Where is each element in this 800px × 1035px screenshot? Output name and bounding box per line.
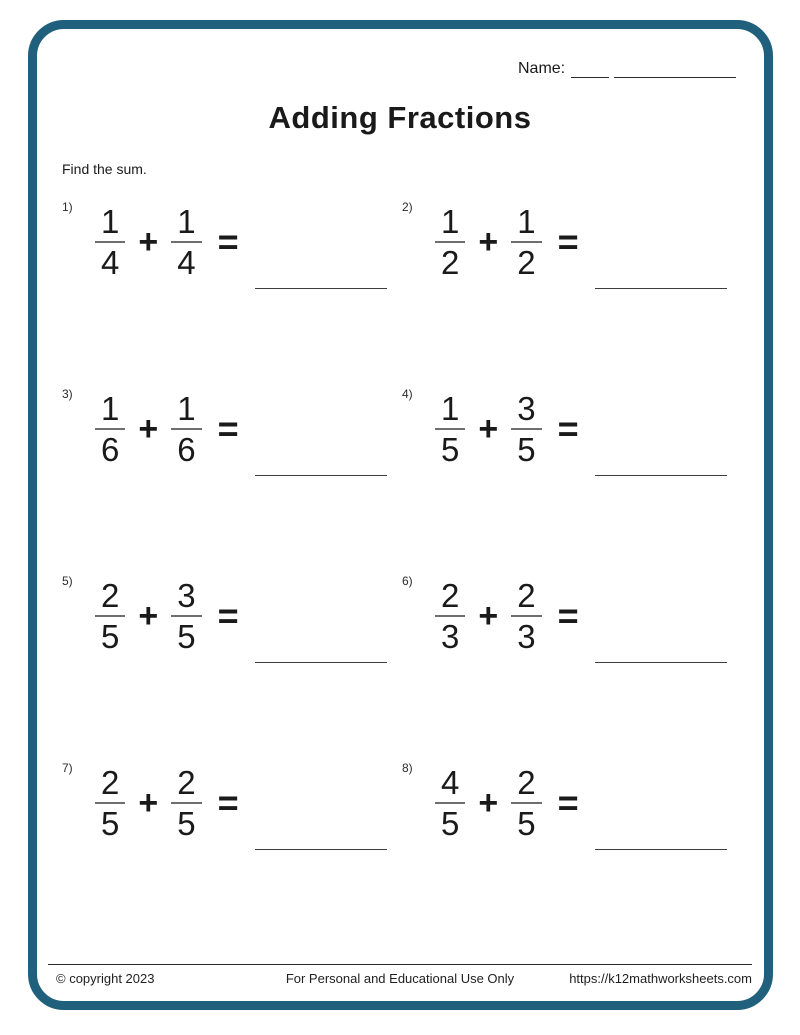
equation — [95, 205, 239, 279]
usage-text: For Personal and Educational Use Only — [285, 971, 515, 986]
numerator: 1 — [435, 392, 465, 430]
footer-divider — [48, 964, 752, 965]
problem-6 — [402, 574, 742, 761]
fraction-1 — [435, 766, 465, 840]
answer-blank — [255, 662, 387, 663]
name-label: Name: — [518, 60, 566, 77]
equals-sign: = — [217, 782, 239, 823]
numerator: 2 — [435, 579, 465, 617]
equation — [435, 579, 579, 653]
fraction-1 — [95, 205, 125, 279]
numerator: 3 — [171, 579, 201, 617]
problem-number: 3) — [62, 387, 73, 401]
problem-number: 5) — [62, 574, 73, 588]
equals-sign: = — [557, 408, 579, 449]
problem-number: 7) — [62, 761, 73, 775]
answer-blank — [595, 475, 727, 476]
problem-number: 2) — [402, 200, 413, 214]
plus-operator: + — [478, 783, 499, 822]
numerator: 1 — [171, 392, 201, 430]
fraction-2 — [511, 579, 541, 653]
plus-operator: + — [138, 596, 159, 635]
answer-blank — [595, 849, 727, 850]
name-blank-line — [571, 60, 609, 78]
problem-8 — [402, 761, 742, 948]
plus-operator: + — [138, 409, 159, 448]
denominator: 2 — [441, 244, 460, 281]
problem-3 — [62, 387, 402, 574]
equals-sign: = — [557, 782, 579, 823]
denominator: 5 — [177, 805, 196, 842]
denominator: 5 — [441, 431, 460, 468]
fraction-2 — [171, 579, 201, 653]
equals-sign: = — [217, 595, 239, 636]
numerator: 1 — [95, 392, 125, 430]
equation — [435, 392, 579, 466]
copyright-text: © copyright 2023 — [56, 971, 155, 986]
numerator: 4 — [435, 766, 465, 804]
fraction-1 — [95, 579, 125, 653]
instruction-text: Find the sum. — [62, 161, 147, 177]
numerator: 2 — [95, 766, 125, 804]
plus-operator: + — [138, 783, 159, 822]
numerator: 1 — [511, 205, 541, 243]
numerator: 2 — [171, 766, 201, 804]
problem-7 — [62, 761, 402, 948]
numerator: 3 — [511, 392, 541, 430]
fraction-1 — [435, 205, 465, 279]
equation — [95, 392, 239, 466]
answer-blank — [255, 288, 387, 289]
fraction-1 — [95, 392, 125, 466]
answer-blank — [595, 662, 727, 663]
denominator: 6 — [101, 431, 120, 468]
denominator: 4 — [177, 244, 196, 281]
denominator: 2 — [517, 244, 536, 281]
fraction-2 — [171, 766, 201, 840]
fraction-2 — [171, 205, 201, 279]
problems-grid — [62, 200, 742, 948]
numerator: 2 — [511, 579, 541, 617]
numerator: 1 — [435, 205, 465, 243]
answer-blank — [255, 475, 387, 476]
problem-number: 4) — [402, 387, 413, 401]
problem-4 — [402, 387, 742, 574]
equation — [95, 579, 239, 653]
fraction-2 — [511, 392, 541, 466]
denominator: 3 — [441, 618, 460, 655]
name-field — [518, 60, 736, 78]
name-blank-line — [614, 60, 736, 78]
denominator: 5 — [101, 805, 120, 842]
website-url: https://k12mathworksheets.com — [569, 971, 752, 986]
plus-operator: + — [478, 409, 499, 448]
answer-blank — [595, 288, 727, 289]
problem-1 — [62, 200, 402, 387]
denominator: 3 — [517, 618, 536, 655]
plus-operator: + — [138, 222, 159, 261]
denominator: 5 — [517, 805, 536, 842]
plus-operator: + — [478, 596, 499, 635]
denominator: 5 — [177, 618, 196, 655]
problem-2 — [402, 200, 742, 387]
problem-number: 1) — [62, 200, 73, 214]
fraction-2 — [511, 205, 541, 279]
problem-5 — [62, 574, 402, 761]
denominator: 4 — [101, 244, 120, 281]
equals-sign: = — [557, 221, 579, 262]
numerator: 1 — [95, 205, 125, 243]
denominator: 5 — [517, 431, 536, 468]
page-title: Adding Fractions — [268, 100, 532, 135]
equals-sign: = — [217, 221, 239, 262]
answer-blank — [255, 849, 387, 850]
equation — [435, 766, 579, 840]
problem-number: 8) — [402, 761, 413, 775]
fraction-1 — [95, 766, 125, 840]
problem-number: 6) — [402, 574, 413, 588]
fraction-1 — [435, 579, 465, 653]
numerator: 2 — [511, 766, 541, 804]
footer — [48, 971, 752, 986]
fraction-1 — [435, 392, 465, 466]
equals-sign: = — [557, 595, 579, 636]
fraction-2 — [511, 766, 541, 840]
denominator: 5 — [101, 618, 120, 655]
equals-sign: = — [217, 408, 239, 449]
numerator: 2 — [95, 579, 125, 617]
equation — [95, 766, 239, 840]
equation — [435, 205, 579, 279]
numerator: 1 — [171, 205, 201, 243]
plus-operator: + — [478, 222, 499, 261]
denominator: 5 — [441, 805, 460, 842]
denominator: 6 — [177, 431, 196, 468]
fraction-2 — [171, 392, 201, 466]
